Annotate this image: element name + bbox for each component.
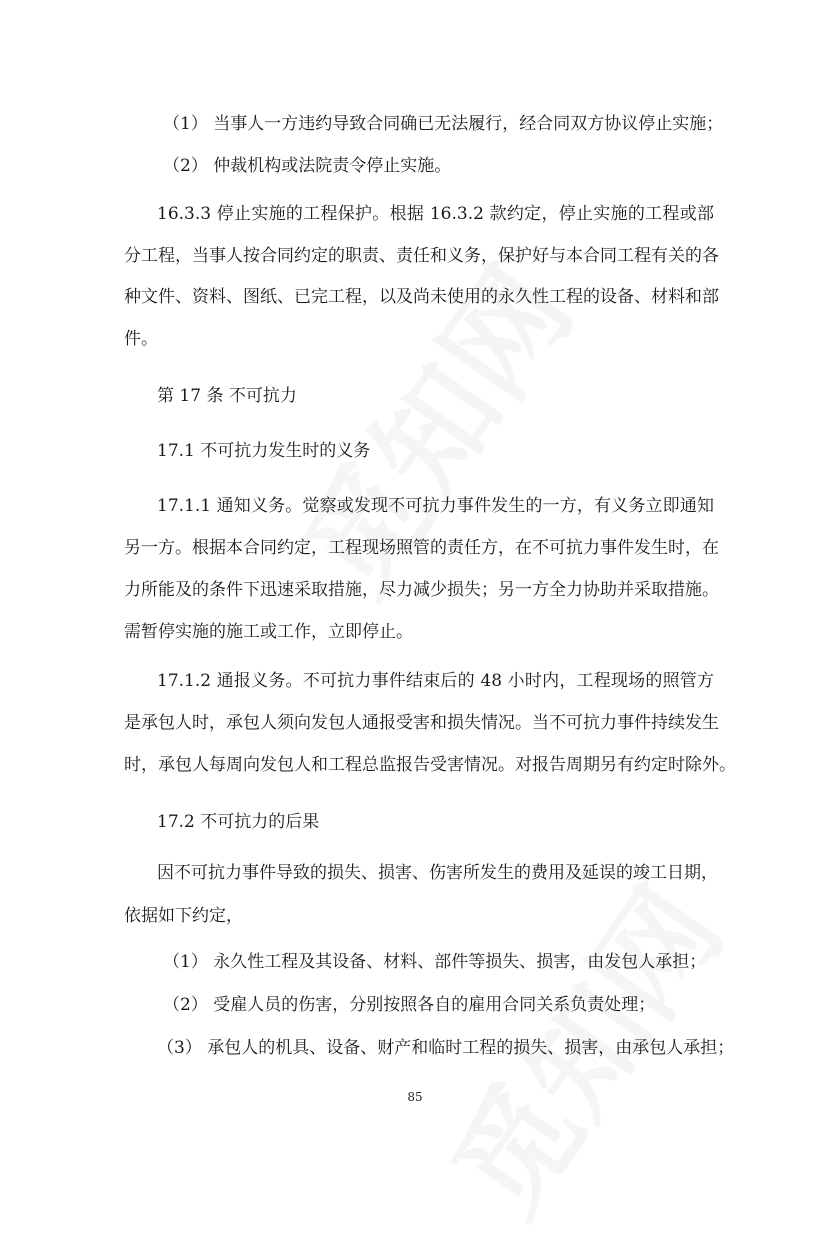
text-line: 17.1.2 通报义务。不可抗力事件结束后的 48 小时内，工程现场的照管方 (157, 671, 714, 691)
text-line: （2） 仲裁机构或法院责令停止实施。 (163, 156, 452, 176)
section-heading: 17.1 不可抗力发生时的义务 (157, 441, 371, 461)
text-line: 件。 (124, 329, 158, 349)
text-line: 种文件、资料、图纸、已完工程，以及尚未使用的永久性工程的设备、材料和部 (124, 287, 719, 307)
text-line: 16.3.3 停止实施的工程保护。根据 16.3.2 款约定，停止实施的工程或部 (157, 204, 714, 224)
text-line: 因不可抗力事件导致的损失、损害、伤害所发生的费用及延误的竣工日期， (157, 863, 718, 883)
text-line: 17.1.1 通知义务。觉察或发现不可抗力事件发生的一方，有义务立即通知 (157, 496, 714, 516)
text-line: 时，承包人每周向发包人和工程总监报告受害情况。对报告周期另有约定时除外。 (124, 755, 736, 775)
text-line: 是承包人时，承包人须向发包人通报受害和损失情况。当不可抗力事件持续发生 (124, 713, 719, 733)
text-line: （1） 当事人一方违约导致合同确已无法履行，经合同双方协议停止实施； (163, 114, 724, 134)
list-item: （3） 承包人的机具、设备、财产和临时工程的损失、损害，由承包人承担； (157, 1038, 735, 1058)
list-item: （1） 永久性工程及其设备、材料、部件等损失、损害，由发包人承担； (163, 952, 707, 972)
text-line: 依据如下约定， (124, 906, 243, 926)
text-line: 需暂停实施的施工或工作，立即停止。 (124, 622, 413, 642)
section-heading: 第 17 条 不可抗力 (157, 386, 297, 406)
list-item: （2） 受雇人员的伤害，分别按照各自的雇用合同关系负责处理； (163, 995, 656, 1015)
text-line: 力所能及的条件下迅速采取措施，尽力减少损失；另一方全力协助并采取措施。 (124, 580, 719, 600)
text-line: 分工程，当事人按合同约定的职责、责任和义务，保护好与本合同工程有关的各 (124, 246, 719, 266)
page-number: 85 (407, 1090, 423, 1104)
section-heading: 17.2 不可抗力的后果 (157, 812, 320, 832)
text-line: 另一方。根据本合同约定，工程现场照管的责任方，在不可抗力事件发生时，在 (124, 538, 719, 558)
